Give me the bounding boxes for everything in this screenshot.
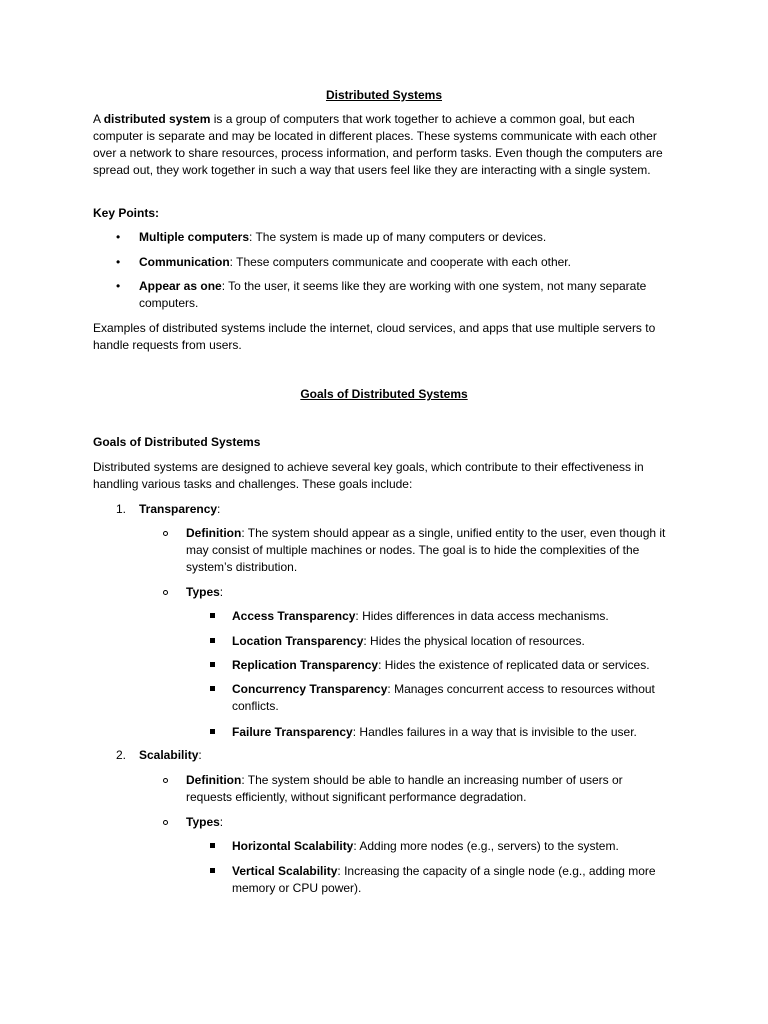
type-item: [232, 608, 672, 625]
type-term: Concurrency Transparency: [232, 682, 388, 696]
square-bullet-icon: [210, 868, 215, 873]
key-point-item: [139, 254, 669, 271]
goal-colon: :: [217, 502, 221, 516]
type-text: : Adding more nodes (e.g., servers) to the system.: [353, 839, 619, 853]
goal-definition: [186, 772, 656, 806]
goals-heading: Goals of Distributed Systems: [93, 435, 261, 449]
key-point-item: [139, 229, 669, 246]
key-point-term: Multiple computers: [139, 230, 250, 244]
bullet-dot-icon: •: [116, 230, 121, 244]
square-bullet-icon: [210, 843, 215, 848]
type-text: : Handles failures in a way that is invisible to the user.: [352, 725, 637, 739]
type-text: : Hides the physical location of resources.: [363, 634, 585, 648]
type-item: [232, 657, 672, 674]
key-point-text: : To the user, it seems like they are working with one system, not many separate computers.: [139, 279, 647, 310]
key-point-item: [139, 278, 669, 312]
square-bullet-icon: [210, 662, 215, 667]
goal-name-text: Scalability: [139, 748, 199, 762]
type-item: [232, 724, 672, 741]
type-term: Vertical Scalability: [232, 864, 338, 878]
examples-paragraph: Examples of distributed systems include the internet, cloud services, and apps that use multiple servers to handle requests from users.: [93, 321, 656, 352]
types-colon: :: [219, 815, 224, 829]
square-bullet-icon: [210, 613, 215, 618]
type-item: [232, 863, 672, 897]
definition-label: Definition: [186, 526, 242, 540]
key-point-term: Appear as one: [139, 279, 222, 293]
key-point-term: Communication: [139, 255, 230, 269]
goal-types-label: [186, 584, 223, 601]
type-term: Location Transparency: [232, 634, 364, 648]
goal-number: 2.: [116, 748, 127, 762]
goal-name: [139, 501, 220, 518]
document-title: Distributed Systems: [325, 88, 443, 102]
definition-text: : The system should be able to handle an increasing number of users or requests efficiently, without significant performance degradation.: [186, 773, 623, 804]
intro-prefix: A: [93, 112, 104, 126]
type-text: : Hides differences in data access mechanisms.: [355, 609, 609, 623]
type-term: Failure Transparency: [232, 725, 353, 739]
definition-label: Definition: [186, 773, 242, 787]
intro-text: is a group of computers that work together to achieve a common goal, but each computer is separate and may be located in different places. These systems communicate with each other over a network to share resources, process information, and perform tasks. Even though the computers are spread out, they work together in such a way that users feel like they are interacting with a single system.: [93, 112, 663, 177]
circle-bullet-icon: [163, 820, 168, 825]
intro-paragraph: [93, 111, 678, 179]
goals-intro: Distributed systems are designed to achieve several key goals, which contribute to their effectiveness in handling various tasks and challenges. These goals include:: [93, 460, 644, 491]
square-bullet-icon: [210, 686, 215, 691]
type-term: Replication Transparency: [232, 658, 379, 672]
key-point-text: : The system is made up of many computers or devices.: [249, 230, 547, 244]
goal-name-text: Transparency: [139, 502, 218, 516]
goal-definition: [186, 525, 676, 576]
square-bullet-icon: [210, 729, 215, 734]
type-item: [232, 681, 672, 715]
type-item: [232, 633, 672, 650]
goal-colon: :: [198, 748, 202, 762]
intro-term: distributed system: [103, 112, 211, 126]
bullet-dot-icon: •: [116, 255, 121, 269]
circle-bullet-icon: [163, 778, 168, 783]
definition-text: : The system should appear as a single, unified entity to the user, even though it may consist of multiple machines or nodes. The goal is to hide the complexities of the system’s distribution.: [186, 526, 666, 574]
types-colon: :: [219, 585, 224, 599]
type-item: [232, 838, 672, 855]
type-term: Horizontal Scalability: [232, 839, 354, 853]
square-bullet-icon: [210, 638, 215, 643]
key-points-label: Key Points:: [93, 206, 160, 220]
circle-bullet-icon: [163, 531, 168, 536]
goal-types-label: [186, 814, 223, 831]
type-text: : Hides the existence of replicated data or services.: [378, 658, 650, 672]
type-text: : Manages concurrent access to resources without conflicts.: [232, 682, 655, 713]
circle-bullet-icon: [163, 590, 168, 595]
goals-title: Goals of Distributed Systems: [300, 387, 468, 401]
types-label: Types: [186, 585, 220, 599]
type-term: Access Transparency: [232, 609, 356, 623]
type-text: : Increasing the capacity of a single node (e.g., adding more memory or CPU power).: [232, 864, 656, 895]
bullet-dot-icon: •: [116, 279, 121, 293]
types-label: Types: [186, 815, 220, 829]
goal-name: [139, 747, 202, 764]
goal-number: 1.: [116, 502, 127, 516]
key-point-text: : These computers communicate and cooperate with each other.: [229, 255, 571, 269]
